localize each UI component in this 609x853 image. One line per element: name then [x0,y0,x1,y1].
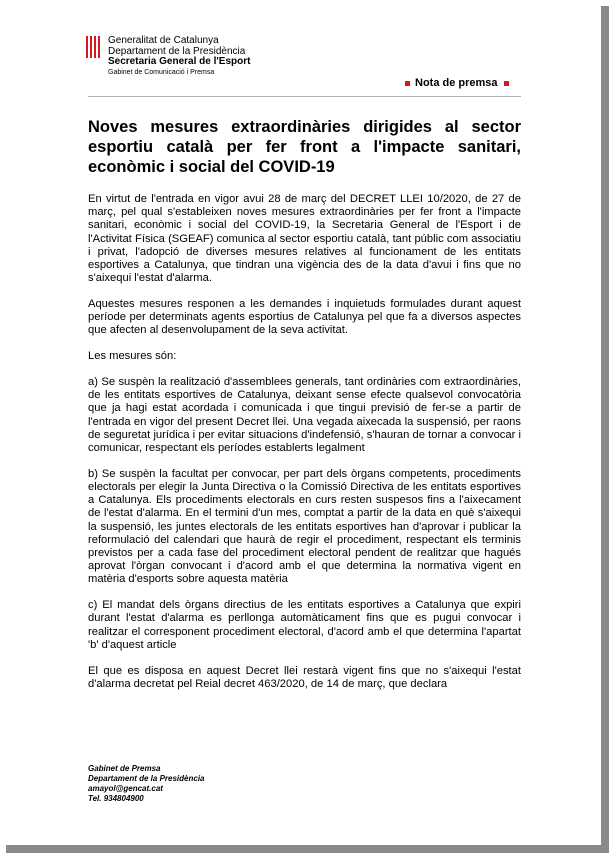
footer-email: amayol@gencat.cat [88,784,163,793]
paragraph: Les mesures són: [88,350,177,363]
footer-phone: Tel. 934804900 [88,794,144,803]
footer-department: Departament de la Presidència [88,774,205,783]
header-divider [88,96,521,97]
paragraph: b) Se suspèn la facultat per convocar, per part dels òrgans competents, procediments electorals per elegir la Junta Directiva o la Comissió Directiva de les entitats esportives a Catalunya. Els procediments electorals en curs resten suspesos fins a l'aixecament de l'estat d'alarma. En el termini d'un mes, comptat a partir de la data en què s'aixequi la suspensió, les juntes electorals de les entitats esportives han d'aprovar i publicar la reformulació del calendari que haurà de regir el procediment, respectant els terminis previstos per a cada fase del procediment electoral pendent de realitzar que hagués aprovat l'òrgan convocant i d'acord amb el que determina la normativa vigent en matèria d'esports sobre aquesta matèria [88,467,521,586]
paragraph: Aquestes mesures responen a les demandes i inquietuds formulades durant aquest període per determinats agents esportius de Catalunya pel que fa a diversos aspectes que afecten al desenvolupament de la seva activitat. [88,298,521,337]
generalitat-logo-icon [86,36,100,58]
page-shadow [6,845,609,853]
page-title: Noves mesures extraordinàries dirigides al sector esportiu català per fer front a l'impacte sanitari, econòmic i social del COVID-19 [88,118,521,176]
paragraph: En virtut de l'entrada en vigor avui 28 de març del DECRET LLEI 10/2020, de 27 de març, pel qual s'estableixen noves mesures extraordinàries per fer front a l'impacte sanitari, econòmic i social del COVID-19, la Secretaria General de l'Esport i de l'Activitat Física (SGEAF) comunica al sector esportiu català, tant públic com associatiu i privat, l'adopció de diverses mesures relatives al funcionament de les entitats esportives a Catalunya, que tindran una vigència des de la data d'avui i fins que no s'aixequi l'estat d'alarma. [88,193,521,285]
body-text [88,193,521,704]
office-name: Gabinet de Comunicació i Premsa [108,68,215,76]
doc-type-text: Nota de premsa [415,77,498,89]
bullet-square-icon [504,81,509,86]
paragraph: a) Se suspèn la realització d'assemblees generals, tant ordinàries com extraordinàries, de les entitats esportives de Catalunya, deixant sense efecte qualsevol convocatòria que ja hagi estat acordada i comunicada i que tingui previsió de fer-se a partir de l'entrada en vigor del present Decret llei. Una vegada aixecada la suspensió, per raons de seguretat jurídica i per evitar situacions d'indefensió, s'hauran de tornar a convocar i comunicar, respectant els períodes establerts legalment [88,376,521,455]
page-shadow [601,6,609,853]
department-name: Departament de la Presidència [108,45,246,57]
org-name: Generalitat de Catalunya [108,35,219,46]
doc-type-label [405,77,509,89]
paragraph: c) El mandat dels òrgans directius de les entitats esportives a Catalunya que expiri durant l'estat d'alarma es perllonga automàticament fins que es pugui convocar i realitzar el corresponent procediment electoral, d'acord amb el que determina l'apartat 'b' d'aquest article [88,599,521,651]
secretariat-name: Secretaria General de l'Esport [108,56,251,67]
paragraph: El que es disposa en aquest Decret llei restarà vigent fins que no s'aixequi l'estat d'alarma decretat pel Reial decret 463/2020, de 14 de març, que declara [88,664,521,690]
org-header [108,36,250,77]
contact-footer [88,764,205,804]
footer-office: Gabinet de Premsa [88,764,161,773]
bullet-square-icon [405,81,410,86]
